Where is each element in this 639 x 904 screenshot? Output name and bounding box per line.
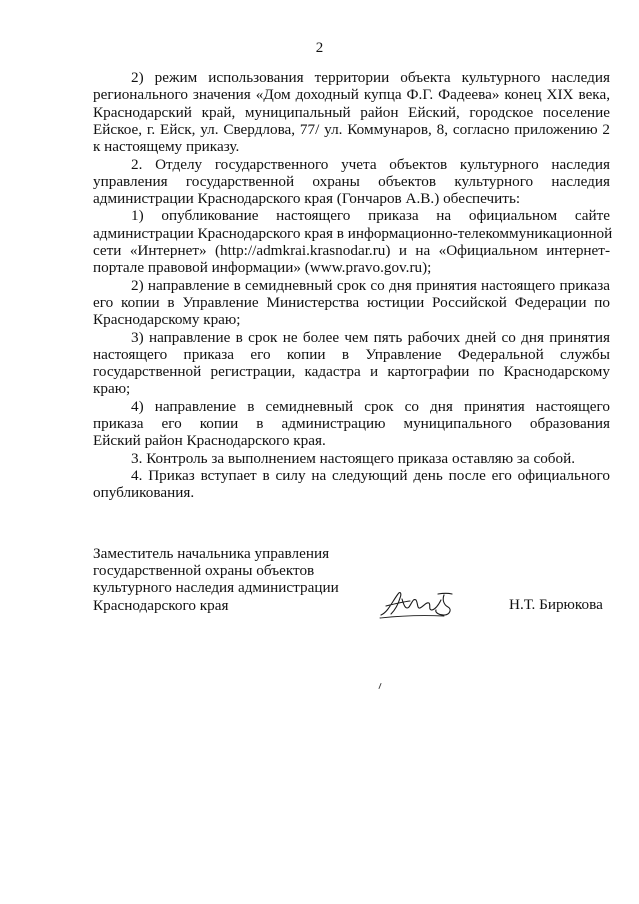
body-line: регионального значения «Дом доходный купца Ф.Г. Фадеева» конец XIX века,	[93, 86, 610, 104]
body-line: управления государственной охраны объектов культурного наследия	[93, 172, 610, 190]
body-line: настоящего приказа его копии в Управление Федеральной службы	[93, 345, 610, 363]
signatory-name: Н.Т. Бирюкова	[509, 596, 603, 613]
signatory-title-line: Заместитель начальника управления	[93, 545, 330, 562]
signatory-title-line: Краснодарского края	[93, 596, 229, 614]
page-number: 2	[315, 40, 324, 56]
body-line: Ейское, г. Ейск, ул. Свердлова, 77/ ул. Коммунаров, 8, согласно приложению 2	[93, 120, 610, 138]
body-line: его копии в Управление Министерства юстиции Российской Федерации по	[93, 293, 610, 311]
signatory-title-line: культурного наследия администрации	[93, 579, 339, 597]
body-line: 3) направление в срок не более чем пять рабочих дней со дня принятия	[131, 328, 610, 346]
body-line: Ейский район Краснодарского края.	[93, 432, 326, 450]
body-line: 1) опубликование настоящего приказа на официальном сайте	[131, 207, 610, 225]
body-line: государственной регистрации, кадастра и картографии по Краснодарскому	[93, 363, 610, 381]
body-line: Краснодарский край, муниципальный район Ейский, городское поселение	[93, 103, 610, 121]
body-line: 4) направление в семидневный срок со дня принятия настоящего	[131, 397, 610, 415]
body-line: 2) направление в семидневный срок со дня принятия настоящего приказа	[131, 276, 610, 294]
body-line: 2) режим использования территории объекта культурного наследия	[131, 69, 610, 86]
handwritten-signature	[378, 588, 460, 620]
body-line: портале правовой информации» (www.pravo.gov.ru);	[93, 259, 432, 277]
body-line: Краснодарскому краю;	[93, 311, 241, 329]
stray-mark	[378, 683, 382, 689]
body-line: сети «Интернет» (http://admkrai.krasnodar.ru) и на «Официальном интернет-	[93, 242, 610, 259]
body-line: администрации Краснодарского края (Гончаров А.В.) обеспечить:	[93, 190, 521, 208]
body-line: опубликования.	[93, 484, 195, 502]
body-line: краю;	[93, 380, 131, 398]
signatory-title-line: государственной охраны объектов	[93, 562, 315, 580]
body-line: 2. Отделу государственного учета объектов культурного наследия	[131, 155, 610, 173]
body-line: приказа его копии в администрацию муниципального образования	[93, 415, 610, 432]
body-line: к настоящему приказу.	[93, 138, 240, 156]
body-line: администрации Краснодарского края в информационно-телекоммуникационной	[93, 224, 613, 242]
body-line: 3. Контроль за выполнением настоящего приказа оставляю за собой.	[131, 449, 576, 467]
body-line: 4. Приказ вступает в силу на следующий день после его официального	[131, 466, 610, 484]
